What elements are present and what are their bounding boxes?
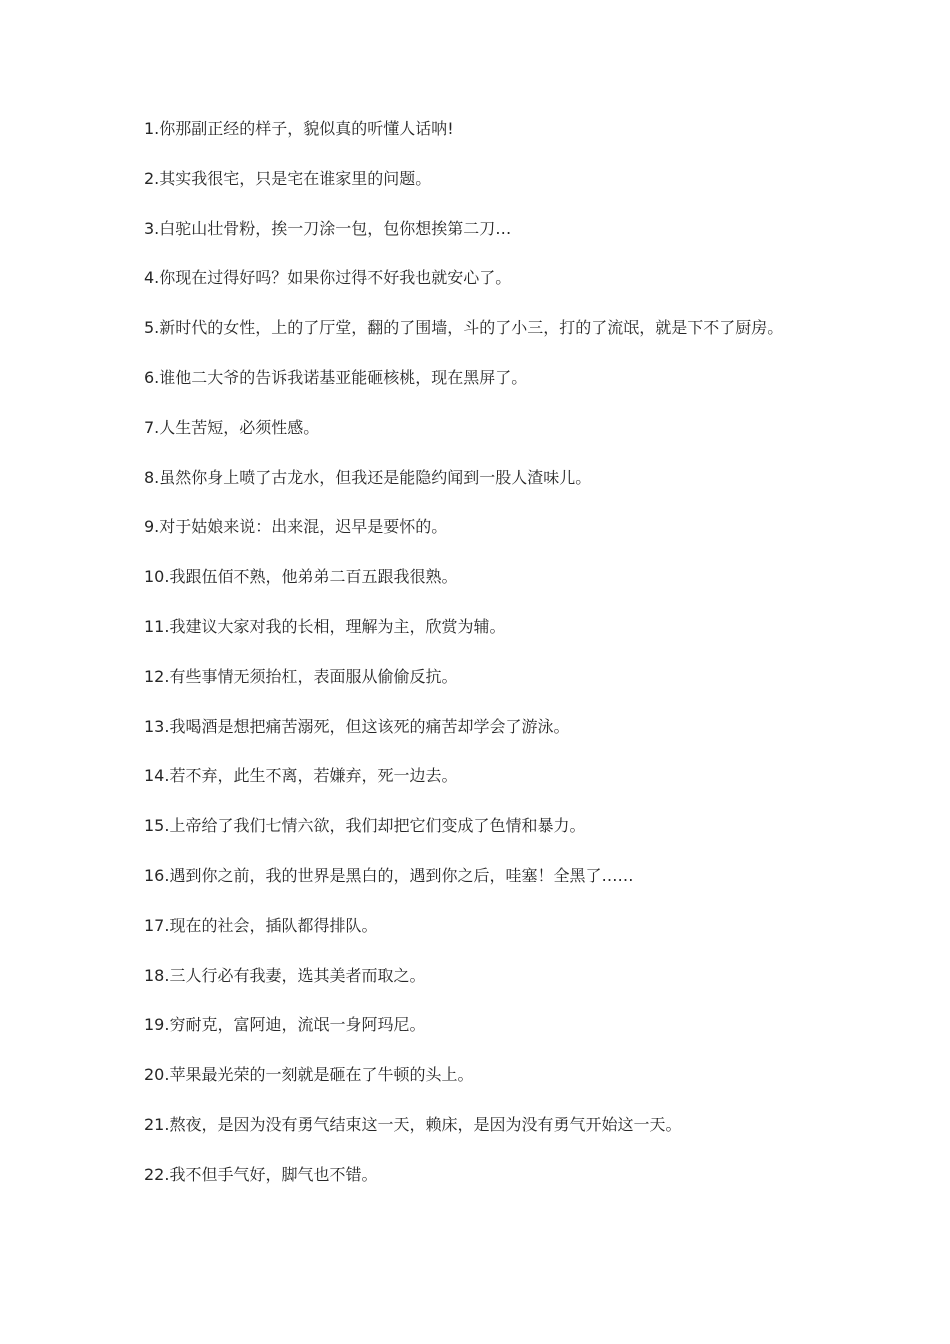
- list-item: 11.我建议大家对我的长相，理解为主，欣赏为辅。: [144, 616, 506, 636]
- list-item: 4.你现在过得好吗？如果你过得不好我也就安心了。: [144, 268, 512, 288]
- list-item: 3.白驼山壮骨粉，挨一刀涂一包，包你想挨第二刀…: [144, 218, 512, 238]
- list-item: 1.你那副正经的样子，貌似真的听懂人话呐!: [144, 119, 454, 138]
- list-item: 17.现在的社会，插队都得排队。: [144, 915, 378, 935]
- list-item: 6.谁他二大爷的告诉我诺基亚能砸核桃，现在黑屏了。: [144, 367, 528, 387]
- joke-list: [144, 115, 844, 1211]
- list-item: 13.我喝酒是想把痛苦溺死，但这该死的痛苦却学会了游泳。: [144, 716, 570, 736]
- list-item: 15.上帝给了我们七情六欲，我们却把它们变成了色情和暴力。: [144, 816, 586, 836]
- list-item: 5.新时代的女性，上的了厅堂，翻的了围墙，斗的了小三，打的了流氓，就是下不了厨房。: [144, 318, 784, 338]
- list-item: 22.我不但手气好，脚气也不错。: [144, 1164, 378, 1184]
- list-item: 8.虽然你身上喷了古龙水，但我还是能隐约闻到一股人渣味儿。: [144, 467, 592, 487]
- list-item: 16.遇到你之前，我的世界是黑白的，遇到你之后，哇塞！全黑了……: [144, 865, 634, 885]
- list-item: 14.若不弃，此生不离，若嫌弃，死一边去。: [144, 766, 458, 786]
- list-item: 18.三人行必有我妻，选其美者而取之。: [144, 965, 426, 985]
- list-item: 19.穷耐克，富阿迪，流氓一身阿玛尼。: [144, 1015, 426, 1035]
- list-item: 10.我跟伍佰不熟，他弟弟二百五跟我很熟。: [144, 567, 458, 587]
- list-item: 12.有些事情无须抬杠，表面服从偷偷反抗。: [144, 666, 458, 686]
- list-item: 9.对于姑娘来说：出来混，迟早是要怀的。: [144, 517, 448, 537]
- list-item: 20.苹果最光荣的一刻就是砸在了牛顿的头上。: [144, 1065, 474, 1085]
- list-item: 7.人生苦短，必须性感。: [144, 417, 320, 437]
- list-item: 21.熬夜，是因为没有勇气结束这一天，赖床，是因为没有勇气开始这一天。: [144, 1114, 682, 1134]
- list-item: 2.其实我很宅，只是宅在谁家里的问题。: [144, 168, 432, 188]
